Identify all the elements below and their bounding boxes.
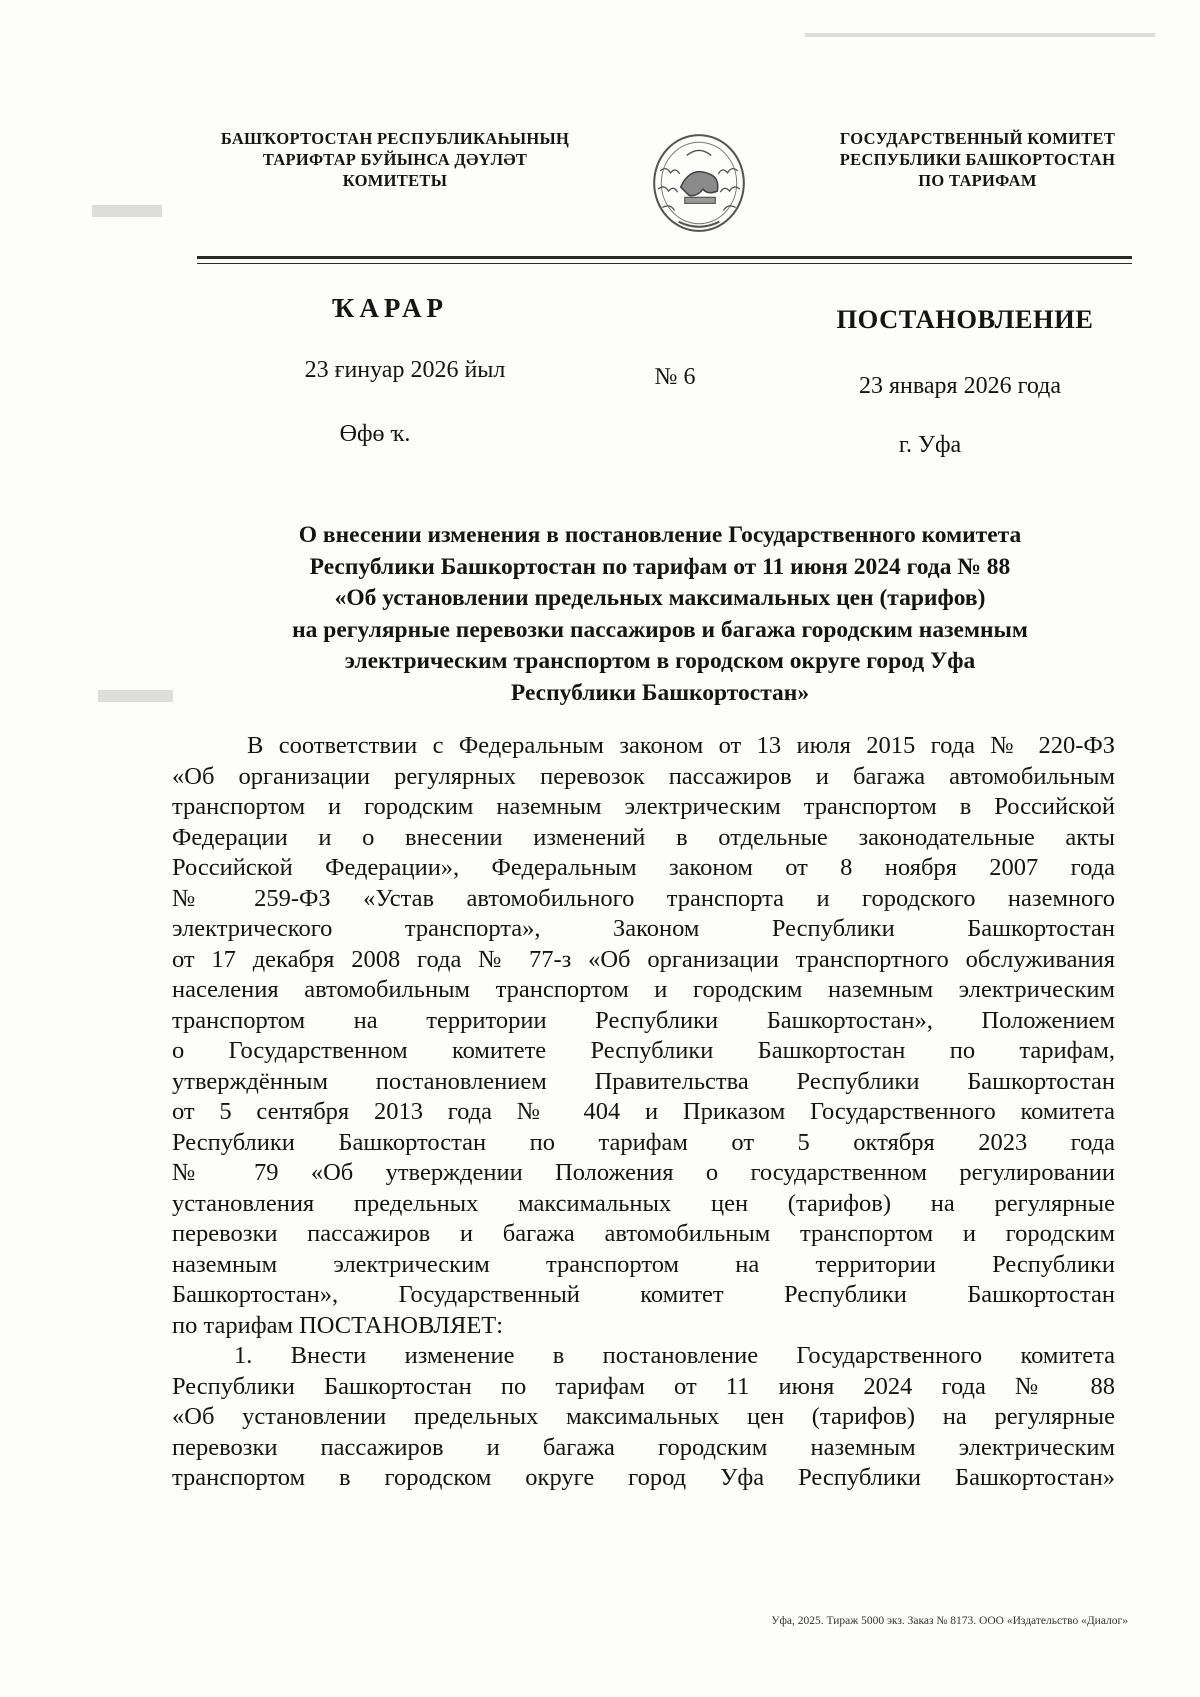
body-line: № 259-ФЗ «Устав автомобильного транспорта и городского наземного	[172, 884, 1115, 912]
scan-artifact	[98, 690, 173, 702]
scan-artifact	[92, 205, 162, 217]
date-russian: 23 января 2026 года	[858, 373, 1061, 399]
title-line: на регулярные перевозки пассажиров и багажа городским наземным	[292, 616, 1028, 643]
body-line: «Об установлении предельных максимальных цен (тарифов) на регулярные	[172, 1403, 1115, 1430]
body-line: В соответствии с Федеральным законом от 13 июля 2015 года № 220-ФЗ	[247, 732, 1115, 759]
date-bashkir: 23 ғинуар 2026 йыл	[304, 357, 506, 383]
header-divider-thin	[197, 263, 1132, 264]
header-divider	[197, 256, 1132, 259]
body-line: электрического транспорта», Законом Республики Башкортостан	[172, 915, 1115, 942]
body-line: перевозки пассажиров и багажа автомобильным транспортом и городским	[172, 1220, 1115, 1247]
body-line: Республики Башкортостан по тарифам от 11 июня 2024 года № 88	[172, 1372, 1115, 1400]
body-line: № 79 «Об утверждении Положения о государственном регулировании	[172, 1159, 1115, 1186]
document-title	[215, 520, 1105, 709]
body-line: перевозки пассажиров и багажа городским наземным электрическим	[172, 1433, 1115, 1461]
bashkortostan-coat-of-arms-icon	[648, 130, 750, 238]
title-line: Республики Башкортостан»	[510, 679, 810, 706]
title-line: «Об установлении предельных максимальных цен (тарифов)	[334, 585, 986, 611]
document-body	[172, 731, 1115, 1494]
body-line: Республики Башкортостан по тарифам от 5 октября 2023 года	[172, 1128, 1115, 1156]
header-bashkir-block	[195, 128, 595, 191]
city-russian: г. Уфа	[898, 432, 962, 458]
header-right-line: РЕСПУБЛИКИ БАШКОРТОСТАН	[839, 150, 1116, 169]
document-number: № 6	[654, 364, 696, 390]
body-line: от 5 сентября 2013 года № 404 и Приказом Государственного комитета	[172, 1098, 1115, 1125]
body-line: от 17 декабря 2008 года № 77-з «Об организации транспортного обслуживания	[172, 945, 1115, 973]
body-line: установления предельных максимальных цен (тарифов) на регулярные	[172, 1189, 1115, 1217]
title-line: О внесении изменения в постановление Государственного комитета	[298, 522, 1022, 548]
body-line: Федерации и о внесении изменений в отдельные законодательные акты	[172, 823, 1115, 851]
body-line: Российской Федерации», Федеральным законом от 8 ноября 2007 года	[172, 854, 1115, 881]
document-type-bashkir: ҠАРАР	[332, 293, 448, 323]
print-footer: Уфа, 2025. Тираж 5000 экз. Заказ № 8173. ООО «Издательство «Диалог»	[771, 1615, 1128, 1627]
body-line: транспортом на территории Республики Башкортостан», Положением	[172, 1006, 1115, 1034]
header-russian-block	[800, 128, 1155, 191]
body-line: транспортом в городском округе город Уфа Республики Башкортостан»	[172, 1464, 1115, 1491]
city-bashkir: Өфө ҡ.	[339, 421, 411, 447]
title-line: Республики Башкортостан по тарифам от 11 июня 2024 года № 88	[309, 553, 1011, 580]
header-right-line: ГОСУДАРСТВЕННЫЙ КОМИТЕТ	[839, 129, 1116, 148]
body-line: 1. Внести изменение в постановление Государственного комитета	[234, 1342, 1115, 1369]
body-line: наземным электрическим транспортом на территории Республики	[172, 1250, 1115, 1278]
body-line: транспортом и городским наземным электрическим транспортом в Российской	[172, 793, 1115, 820]
header-right-line: ПО ТАРИФАМ	[918, 171, 1037, 190]
header-left-line: ТАРИФТАР БУЙЫНСА ДӘҮЛӘТ	[262, 150, 528, 169]
body-line: о Государственном комитете Республики Башкортостан по тарифам,	[172, 1037, 1115, 1064]
title-line: электрическим транспортом в городском округе город Уфа	[344, 648, 976, 674]
header-left-line: БАШҠОРТОСТАН РЕСПУБЛИКАҺЫНЫҢ	[220, 129, 570, 148]
document-type-russian: ПОСТАНОВЛЕНИЕ	[836, 304, 1094, 334]
body-line: утверждённым постановлением Правительства Республики Башкортостан	[172, 1067, 1115, 1095]
body-line: Башкортостан», Государственный комитет Республики Башкортостан	[172, 1281, 1115, 1308]
body-line: по тарифам ПОСТАНОВЛЯЕТ:	[172, 1311, 504, 1339]
header-left-line: КОМИТЕТЫ	[342, 171, 448, 190]
scan-artifact	[805, 33, 1155, 37]
body-line: населения автомобильным транспортом и городским наземным электрическим	[172, 976, 1115, 1003]
body-line: «Об организации регулярных перевозок пассажиров и багажа автомобильным	[172, 762, 1115, 790]
